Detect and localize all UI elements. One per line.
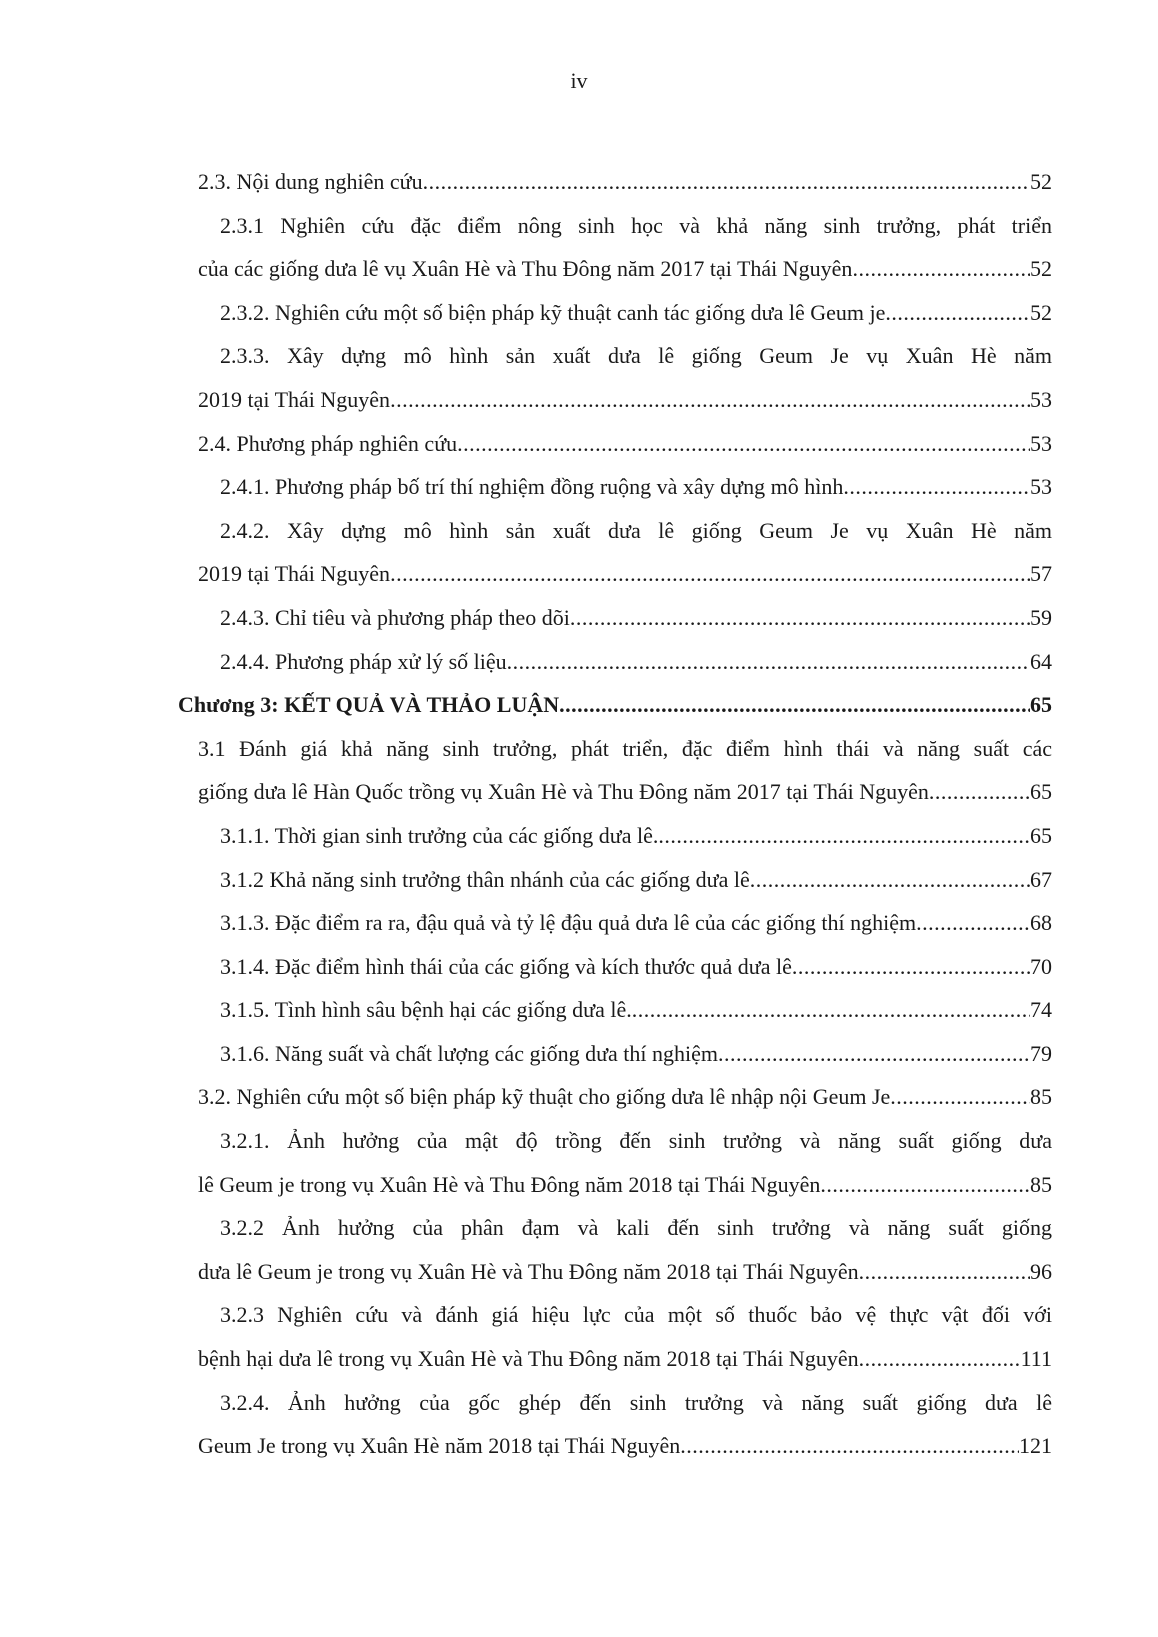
toc-entry-row	[198, 1424, 1052, 1468]
toc-leader-dots	[658, 814, 1030, 858]
toc-entry-title: 2.4.3. Chỉ tiêu và phương pháp theo dõi	[220, 604, 570, 630]
toc-page-number: 65	[1030, 779, 1052, 805]
toc-entry-title: 2.4.1. Phương pháp bố trí thí nghiệm đồng ruộng và xây dựng mô hình	[220, 474, 844, 500]
toc-leader-dots	[390, 378, 1030, 422]
toc-page-number: 52	[1030, 169, 1052, 194]
toc-leader-dots	[559, 683, 1030, 727]
toc-entry[interactable]	[198, 422, 1052, 466]
toc-entry-title: 2019 tại Thái Nguyên	[198, 386, 391, 412]
toc-entry-row	[220, 988, 1052, 1032]
toc-entry-row	[198, 1337, 1052, 1381]
toc-entry-row	[198, 552, 1052, 596]
toc-leader-dots	[859, 1337, 1021, 1381]
toc-entry[interactable]	[220, 1032, 1052, 1076]
toc-leader-dots	[570, 596, 1030, 640]
toc-entry-row	[198, 1163, 1052, 1207]
toc-entry-row	[198, 378, 1052, 422]
toc-entry[interactable]	[198, 1293, 1052, 1380]
toc-leader-dots	[457, 422, 1030, 466]
toc-page-number: 85	[1030, 1171, 1052, 1197]
toc-page-number: 57	[1030, 561, 1052, 587]
toc-entry[interactable]	[198, 1381, 1052, 1468]
toc-entry[interactable]	[198, 509, 1052, 596]
toc-page-number: 79	[1030, 1040, 1052, 1066]
toc-entry[interactable]	[220, 814, 1052, 858]
toc-entry-title-line: 3.2.4. Ảnh hưởng của gốc ghép đến sinh trưởng và năng suất giống dưa lê	[220, 1389, 1052, 1415]
toc-entry-title: dưa lê Geum je trong vụ Xuân Hè và Thu Đông năm 2018 tại Thái Nguyên	[198, 1258, 859, 1284]
toc-entry-row	[198, 1250, 1052, 1294]
toc-entry-row	[198, 770, 1052, 814]
toc-entry-row	[198, 422, 1052, 466]
toc-leader-dots	[750, 858, 1030, 902]
toc-leader-dots	[423, 160, 1030, 204]
toc-leader-dots	[718, 1032, 1030, 1076]
toc-entry-title: 2.3. Nội dung nghiên cứu	[198, 169, 423, 194]
toc-page-number: 53	[1030, 386, 1052, 412]
toc-entry-title-line: 3.1 Đánh giá khả năng sinh trưởng, phát triển, đặc điểm hình thái và năng suất các	[198, 735, 1052, 761]
toc-entry-title: 2019 tại Thái Nguyên	[198, 561, 391, 587]
toc-page-number: 111	[1020, 1346, 1052, 1372]
toc-leader-dots	[843, 465, 1030, 509]
toc-leader-dots	[929, 770, 1030, 814]
toc-page-number: 68	[1030, 910, 1052, 936]
toc-entry[interactable]	[220, 465, 1052, 509]
toc-leader-dots	[859, 1250, 1030, 1294]
toc-page-number: 64	[1030, 648, 1052, 674]
toc-leader-dots	[852, 247, 1030, 291]
toc-entry[interactable]	[198, 1119, 1052, 1206]
toc-leader-dots	[680, 1424, 1019, 1468]
toc-entry[interactable]	[198, 334, 1052, 421]
toc-page-number: 121	[1019, 1433, 1052, 1459]
toc-entry-title: 3.2. Nghiên cứu một số biện pháp kỹ thuật cho giống dưa lê nhập nội Geum Je	[198, 1084, 891, 1110]
toc-entry-row	[198, 1075, 1052, 1119]
toc-entry[interactable]	[220, 901, 1052, 945]
toc-entry-title-line: 2.3.1 Nghiên cứu đặc điểm nông sinh học và khả năng sinh trưởng, phát triển	[220, 212, 1052, 238]
toc-leader-dots	[507, 640, 1030, 684]
toc-leader-dots	[632, 988, 1030, 1032]
toc-entry-title-line: 2.3.3. Xây dựng mô hình sản xuất dưa lê giống Geum Je vụ Xuân Hè năm	[220, 343, 1052, 369]
toc-page-number: 65	[1030, 692, 1052, 718]
toc-entry-row	[220, 596, 1052, 640]
toc-page-number: 52	[1030, 299, 1052, 325]
toc-entry-title: 3.1.3. Đặc điểm ra ra, đậu quả và tỷ lệ đậu quả dưa lê của các giống thí nghiệm	[220, 910, 917, 936]
toc-page-number: 85	[1030, 1084, 1052, 1110]
toc-entry-title-line: 3.2.1. Ảnh hưởng của mật độ trồng đến sinh trưởng và năng suất giống dưa	[220, 1128, 1052, 1154]
toc-entry[interactable]	[220, 858, 1052, 902]
toc-entry-row	[178, 683, 1052, 727]
toc-page-number: 70	[1030, 953, 1052, 979]
toc-entry-title: của các giống dưa lê vụ Xuân Hè và Thu Đông năm 2017 tại Thái Nguyên	[198, 256, 853, 282]
toc-entry[interactable]	[198, 1206, 1052, 1293]
page-number: iv	[570, 68, 588, 93]
toc-entry-title-line: 2.4.2. Xây dựng mô hình sản xuất dưa lê giống Geum Je vụ Xuân Hè năm	[220, 517, 1052, 543]
toc-page-number: 53	[1030, 430, 1052, 456]
toc-entry-title: 3.1.1. Thời gian sinh trưởng của các giống dưa lê.	[220, 822, 659, 848]
toc-leader-dots	[885, 291, 1030, 335]
toc-entry-title: 3.1.2 Khả năng sinh trưởng thân nhánh của các giống dưa lê	[220, 866, 750, 892]
toc-entry-title-line: 3.2.2 Ảnh hưởng của phân đạm và kali đến sinh trưởng và năng suất giống	[220, 1215, 1052, 1241]
toc-entry-title: 3.1.6. Năng suất và chất lượng các giống dưa thí nghiệm	[220, 1040, 718, 1066]
toc-entry-title: 2.3.2. Nghiên cứu một số biện pháp kỹ thuật canh tác giống dưa lê Geum je	[220, 299, 886, 325]
table-of-contents	[0, 160, 1158, 1468]
toc-entry-title: 2.4. Phương pháp nghiên cứu	[198, 430, 458, 456]
toc-entry[interactable]	[198, 727, 1052, 814]
toc-chapter-entry[interactable]	[178, 683, 1052, 727]
toc-entry[interactable]	[220, 988, 1052, 1032]
toc-entry-row	[198, 247, 1052, 291]
toc-leader-dots	[390, 552, 1030, 596]
toc-entry[interactable]	[198, 1075, 1052, 1119]
toc-entry-row	[198, 160, 1052, 204]
toc-entry[interactable]	[220, 291, 1052, 335]
toc-entry-title: bệnh hại dưa lê trong vụ Xuân Hè và Thu Đông năm 2018 tại Thái Nguyên	[198, 1346, 859, 1372]
toc-page-number: 53	[1030, 474, 1052, 500]
toc-entry-title: Geum Je trong vụ Xuân Hè năm 2018 tại Thái Nguyên	[198, 1433, 681, 1459]
toc-entry-row	[220, 291, 1052, 335]
toc-entry-title: giống dưa lê Hàn Quốc trồng vụ Xuân Hè và Thu Đông năm 2017 tại Thái Nguyên	[198, 779, 929, 805]
toc-entry-title: 3.1.5. Tình hình sâu bệnh hại các giống dưa lê.	[220, 997, 632, 1023]
toc-page-number: 74	[1030, 997, 1052, 1023]
toc-entry-row	[220, 814, 1052, 858]
toc-entry-row	[220, 1032, 1052, 1076]
toc-page-number: 52	[1030, 256, 1052, 282]
toc-entry[interactable]	[220, 945, 1052, 989]
toc-entry-title: lê Geum je trong vụ Xuân Hè và Thu Đông năm 2018 tại Thái Nguyên	[198, 1171, 821, 1197]
toc-page-number: 67	[1030, 866, 1052, 892]
toc-entry-row	[220, 858, 1052, 902]
toc-entry-row	[220, 640, 1052, 684]
toc-leader-dots	[820, 1163, 1030, 1207]
toc-entry[interactable]	[198, 160, 1052, 204]
toc-leader-dots	[890, 1075, 1030, 1119]
toc-entry[interactable]	[220, 596, 1052, 640]
toc-page-number: 59	[1030, 604, 1052, 630]
toc-entry-title-line: 3.2.3 Nghiên cứu và đánh giá hiệu lực của một số thuốc bảo vệ thực vật đối với	[220, 1302, 1052, 1328]
toc-page-number: 96	[1030, 1258, 1052, 1284]
toc-entry-row	[220, 901, 1052, 945]
toc-entry-row	[220, 945, 1052, 989]
toc-entry[interactable]	[198, 204, 1052, 291]
toc-entry-title: 2.4.4. Phương pháp xử lý số liệu	[220, 648, 507, 674]
toc-leader-dots	[916, 901, 1030, 945]
toc-entry[interactable]	[220, 640, 1052, 684]
toc-leader-dots	[792, 945, 1030, 989]
toc-entry-row	[220, 465, 1052, 509]
toc-page-number: 65	[1030, 822, 1052, 848]
toc-entry-title: 3.1.4. Đặc điểm hình thái của các giống và kích thước quả dưa lê	[220, 953, 792, 979]
toc-entry-title: Chương 3: KẾT QUẢ VÀ THẢO LUẬN	[178, 692, 560, 718]
